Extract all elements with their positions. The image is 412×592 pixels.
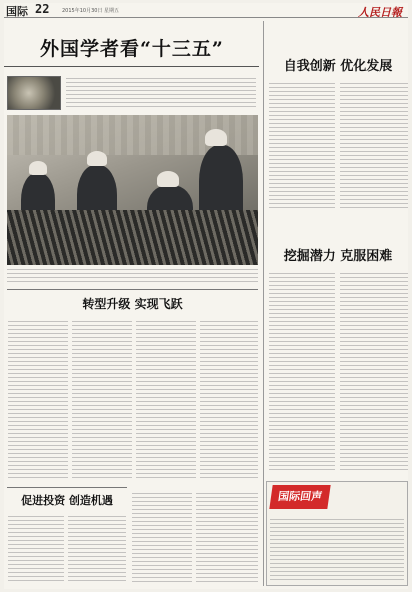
right-article-1-text — [269, 83, 335, 211]
photo-helmet — [29, 161, 47, 175]
photo-helmet — [157, 171, 179, 187]
left-article-3-text — [196, 493, 258, 584]
intro-image — [7, 76, 61, 110]
right-article-2-text — [340, 273, 408, 473]
right-article-1-title: 自我创新 优化发展 — [283, 59, 393, 74]
section-rule — [7, 289, 258, 290]
left-article-1-text — [8, 321, 68, 481]
left-article-2-text — [8, 516, 64, 584]
photo-gear — [7, 210, 258, 265]
section-name: 国际 — [6, 5, 28, 18]
left-article-1-text — [136, 321, 196, 481]
column-rule — [263, 21, 264, 586]
left-article-3-text — [132, 493, 192, 584]
headline-rule — [4, 66, 259, 67]
left-article-2-text — [68, 516, 126, 584]
box-text — [270, 519, 404, 581]
page-number: 22 — [35, 2, 50, 16]
main-headline: 外国学者看“十三五” — [40, 38, 224, 60]
photo-caption — [7, 269, 258, 285]
page-header — [4, 3, 408, 18]
left-article-1-text — [72, 321, 132, 481]
left-article-1-title: 转型升级 实现飞跃 — [82, 297, 183, 311]
intro-text-block — [66, 78, 256, 108]
main-photo — [7, 115, 258, 265]
issue-date: 2015年10月30日 星期五 — [62, 8, 120, 14]
section-rule — [7, 487, 127, 488]
right-article-1-text — [340, 83, 408, 211]
left-article-1-text — [200, 321, 258, 481]
newspaper-page — [4, 3, 408, 589]
photo-helmet — [87, 151, 107, 166]
box-title: 国际回声 — [269, 485, 330, 509]
left-article-2-title: 促进投资 创造机遇 — [21, 494, 113, 507]
right-article-2-title: 挖掘潜力 克服困难 — [283, 249, 393, 264]
right-article-2-text — [269, 273, 335, 473]
photo-helmet — [205, 129, 227, 146]
newspaper-logo: 人民日報 — [358, 6, 402, 19]
